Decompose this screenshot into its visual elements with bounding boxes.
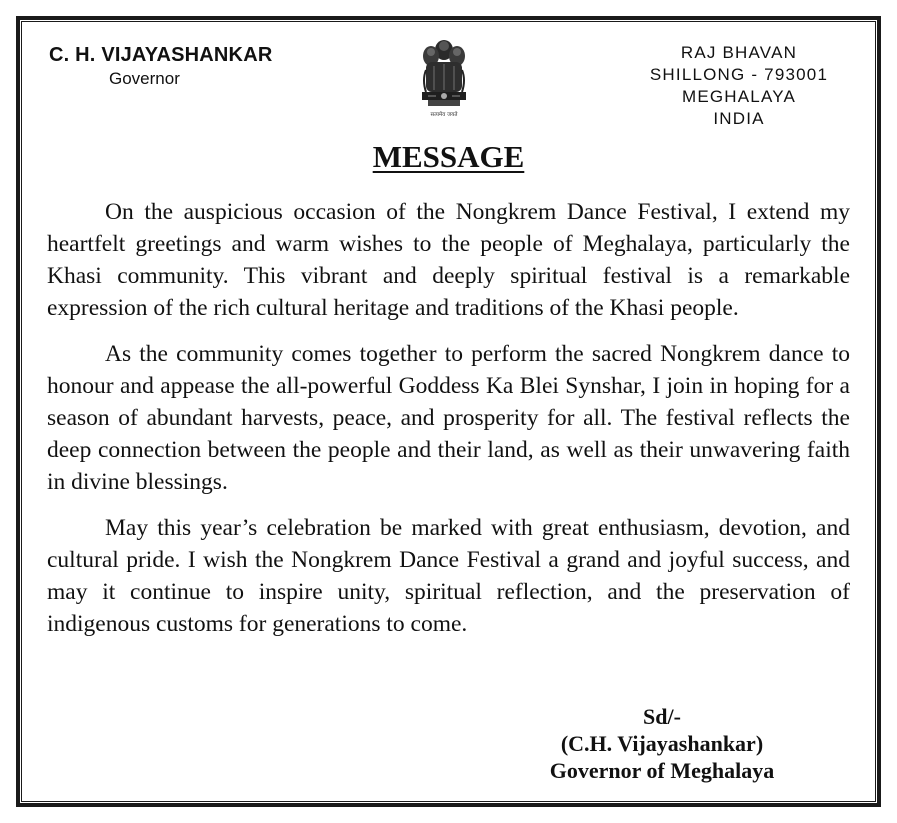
sender-title: Governor [109, 69, 180, 88]
sender-name: C. H. VIJAYASHANKAR [49, 44, 273, 66]
signature-block [512, 703, 812, 784]
address-line: RAJ BHAVAN [680, 43, 798, 62]
state-emblem-icon [414, 36, 474, 124]
address-line: MEGHALAYA [681, 87, 797, 106]
emblem-motto: सत्यमेव जयते [430, 112, 458, 118]
sender-block [49, 42, 273, 90]
address-line: SHILLONG - 793001 [649, 65, 829, 84]
address-line: INDIA [713, 109, 765, 128]
message-heading: MESSAGE [372, 139, 525, 174]
signatory-name: (C.H. Vijayashankar) [560, 731, 764, 756]
address-block [639, 42, 839, 130]
message-paragraph: May this year’s celebration be marked with great enthusiasm, devotion, and cultural pride. I wish the Nongkrem Dance Festival a grand and joyful success, and may it continue to inspire unity, spiritual reflection, and the preservation of indigenous customs for generations to come. [47, 515, 850, 637]
message-paragraph: As the community comes together to perform the sacred Nongkrem dance to honour and appease the all-powerful Goddess Ka Blei Synshar, I join in hoping for a season of abundant harvests, peace, and prosperity for all. The festival reflects the deep connection between the people and their land, as well as their unwavering faith in divine blessings. [47, 341, 850, 495]
message-paragraph: On the auspicious occasion of the Nongkrem Dance Festival, I extend my heartfelt greetings and warm wishes to the people of Meghalaya, particularly the Khasi community. This vibrant and deeply spiritual festival is a remarkable expression of the rich cultural heritage and traditions of the Khasi people. [47, 199, 850, 321]
signatory-designation: Governor of Meghalaya [549, 758, 775, 783]
message-body [47, 196, 850, 654]
signature-sd: Sd/- [643, 704, 681, 729]
